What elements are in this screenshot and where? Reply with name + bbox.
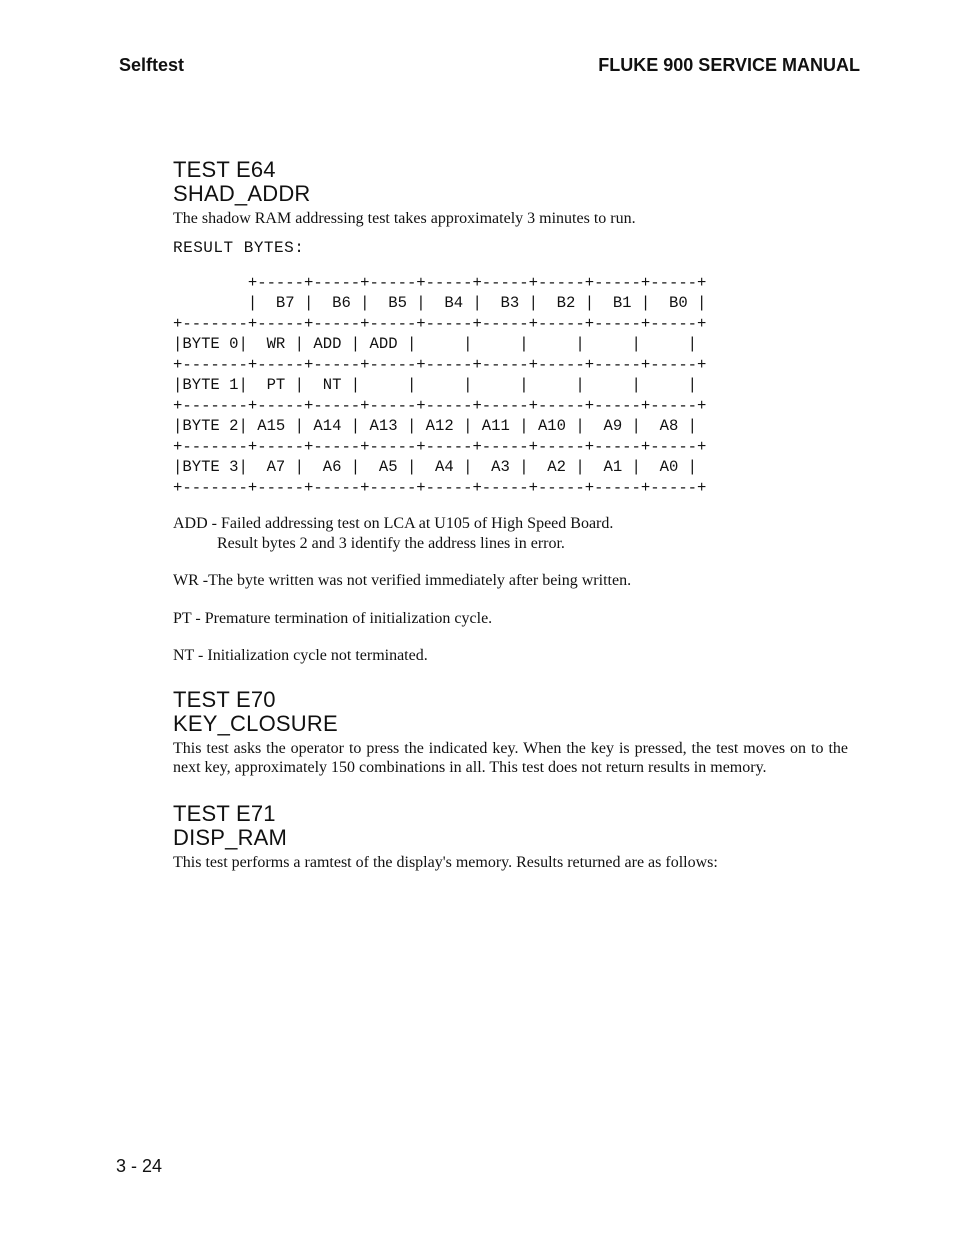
definition-text: WR -The byte written was not verified immediately after being written. bbox=[173, 572, 632, 589]
definition-continuation: Result bytes 2 and 3 identify the address lines in error. bbox=[217, 534, 565, 552]
section-test-e71 bbox=[173, 802, 848, 873]
definition-nt bbox=[173, 646, 848, 666]
section-test-e64 bbox=[173, 158, 848, 666]
page-number: 3 - 24 bbox=[116, 1156, 163, 1176]
section-test-e70 bbox=[173, 688, 848, 778]
section-title-code: TEST E64 bbox=[173, 157, 276, 182]
result-bytes-label: RESULT BYTES: bbox=[173, 238, 305, 257]
page-content bbox=[173, 158, 848, 872]
section-title-name: KEY_CLOSURE bbox=[173, 710, 338, 736]
definition-wr bbox=[173, 571, 848, 591]
definition-text: NT - Initialization cycle not terminated. bbox=[173, 647, 428, 664]
section-description: This test asks the operator to press the indicated key. When the key is pressed, the test moves on to the next key, approximately 150 combinations in all. This test does not return results in memory. bbox=[173, 739, 848, 776]
section-title-code: TEST E71 bbox=[173, 800, 276, 826]
section-title-name: SHAD_ADDR bbox=[173, 181, 311, 206]
definition-add bbox=[173, 514, 848, 553]
section-description: The shadow RAM addressing test takes approximately 3 minutes to run. bbox=[173, 210, 636, 227]
section-description: This test performs a ramtest of the display's memory. Results returned are as follows: bbox=[173, 853, 718, 871]
definition-pt bbox=[173, 609, 848, 629]
definition-text: ADD - Failed addressing test on LCA at U105 of High Speed Board. bbox=[173, 515, 614, 532]
definition-text: PT - Premature termination of initialization cycle. bbox=[173, 609, 493, 627]
running-header-title: FLUKE 900 SERVICE MANUAL bbox=[598, 55, 860, 75]
definitions-list bbox=[173, 514, 848, 666]
result-bytes-table: +-----+-----+-----+-----+-----+-----+-----+-----+ | B7 | B6 | B5 | B4 | B3 | B2 | B1 | B0 | +-------+-----+-----+-----+-----+-----+-----+-----+-----+ |BYTE 0| WR | ADD | ADD | | | | | | +-------+-----+-----+-----+-----+-----+-----+-----+-----+ |BYTE 1| PT | NT | | | | | | | +-------+-----+-----+-----+-----+-----+-----+-----+-----+ |BYTE 2| A15 | A14 | A13 | A12 | A11 | A10 | A9 | A8 | +-------+-----+-----+-----+-----+-----+-----+-----+-----+ |BYTE 3| A7 | A6 | A5 | A4 | A3 | A2 | A1 | A0 | +-------+-----+-----+-----+-----+-----+-----+-----+-----+ bbox=[173, 273, 707, 497]
section-title-code: TEST E70 bbox=[173, 686, 276, 712]
section-title-name: DISP_RAM bbox=[173, 824, 288, 850]
running-header-section: Selftest bbox=[119, 55, 185, 75]
